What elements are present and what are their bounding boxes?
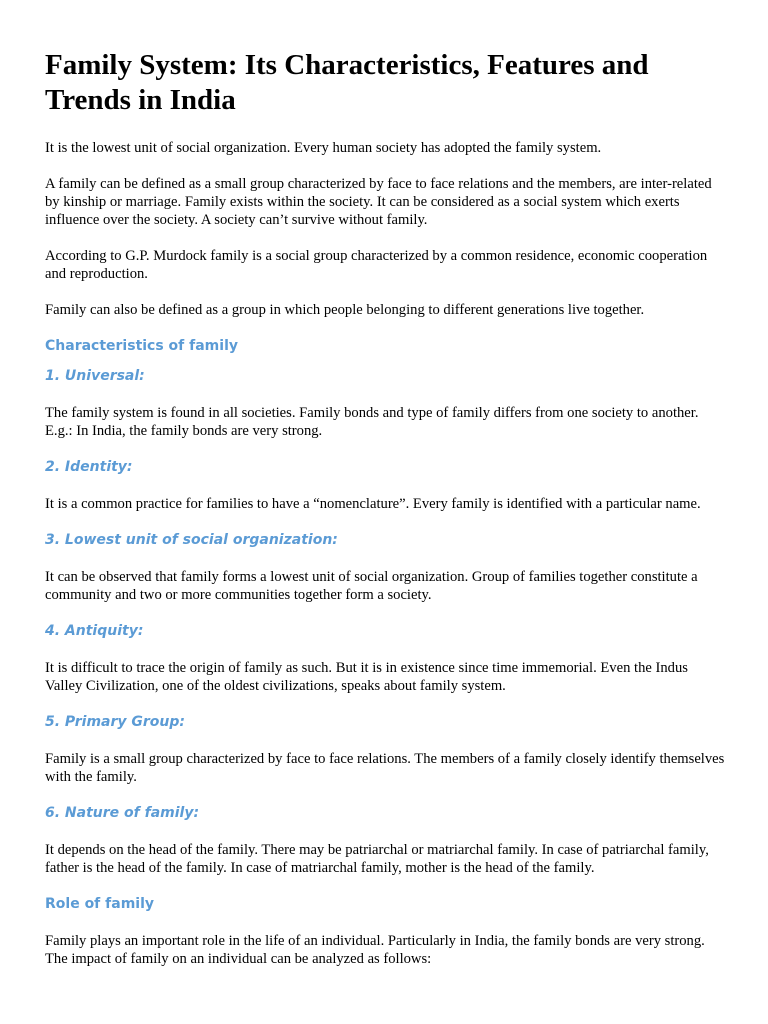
intro-paragraph-1: It is the lowest unit of social organization. Every human society has adopted the family system. [45,140,602,156]
characteristic-2-body: It is a common practice for families to have a “nomenclature”. Every family is identified with a particular name. [45,496,701,512]
role-body: Family plays an important role in the life of an individual. Particularly in India, the family bonds are very strong. The impact of family on an individual can be analyzed as follows: [45,933,705,967]
page-title: Family System: Its Characteristics, Features and Trends in India [45,49,649,116]
characteristic-2-title: 2. Identity: [45,459,133,475]
characteristic-6-body: It depends on the head of the family. There may be patriarchal or matriarchal family. In case of patriarchal family, father is the head of the family. In case of matriarchal family, mother is the head of the family. [45,842,709,876]
characteristics-heading: Characteristics of family [45,338,238,354]
intro-paragraph-3: According to G.P. Murdock family is a social group characterized by a common residence, economic cooperation and reproduction. [45,248,708,282]
document-page [45,48,725,986]
characteristic-3-title: 3. Lowest unit of social organization: [45,532,338,548]
intro-paragraph-4: Family can also be defined as a group in which people belonging to different generations live together. [45,302,645,318]
characteristic-5-title: 5. Primary Group: [45,714,186,730]
characteristic-3-body: It can be observed that family forms a lowest unit of social organization. Group of families together constitute a community and two or more communities together form a society. [45,569,698,603]
role-heading: Role of family [45,896,154,912]
characteristic-4-title: 4. Antiquity: [45,623,144,639]
characteristic-6-title: 6. Nature of family: [45,805,200,821]
characteristic-5-body: Family is a small group characterized by face to face relations. The members of a family closely identify themselves with the family. [45,751,725,785]
intro-paragraph-2: A family can be defined as a small group characterized by face to face relations and the members, are inter-related by kinship or marriage. Family exists within the society. It can be considered as a social system which exerts influence over the society. A society can’t survive without family. [45,176,712,228]
characteristic-1-body: The family system is found in all societies. Family bonds and type of family differs from one society to another. E.g.: In India, the family bonds are very strong. [45,405,699,439]
characteristic-4-body: It is difficult to trace the origin of family as such. But it is in existence since time immemorial. Even the Indus Valley Civilization, one of the oldest civilizations, speaks about family system. [45,660,688,694]
characteristic-1-title: 1. Universal: [45,368,145,384]
